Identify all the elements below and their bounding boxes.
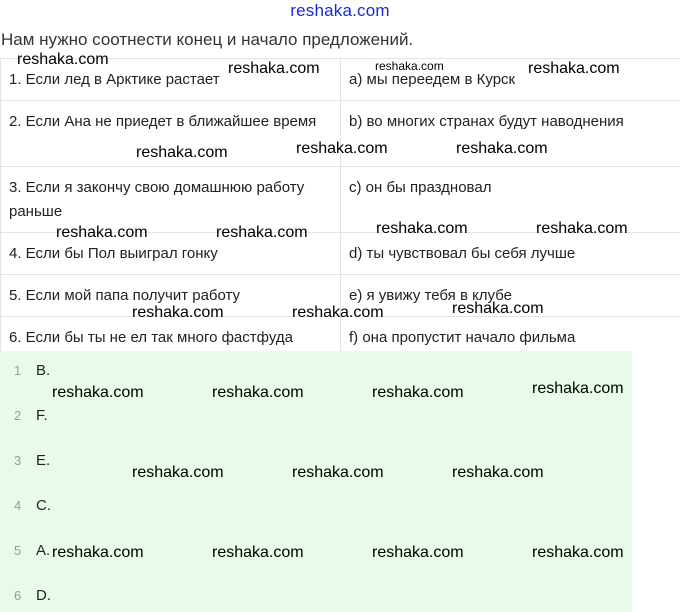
sentence-end-a: a) мы переедем в Курск xyxy=(341,59,680,101)
watermark: reshaka.com xyxy=(375,59,444,73)
sentence-start-4: 4. Если бы Пол выиграл гонку xyxy=(1,233,341,275)
answer-value: D. xyxy=(36,587,51,604)
answer-value: B. xyxy=(36,362,51,379)
sentence-end-e: e) я увижу тебя в клубе xyxy=(341,275,680,317)
watermark: reshaka.com xyxy=(296,140,388,157)
watermark: reshaka.com xyxy=(17,51,109,68)
watermark: reshaka.com xyxy=(452,464,544,481)
sentence-end-c: c) он бы праздновал xyxy=(341,167,680,233)
line-number: 5 xyxy=(14,543,22,558)
sentence-start-5: 5. Если мой папа получит работу xyxy=(1,275,341,317)
site-logo[interactable]: reshaka.com xyxy=(290,1,390,20)
watermark: reshaka.com xyxy=(212,384,304,401)
line-number: 4 xyxy=(14,498,22,513)
answer-value: E. xyxy=(36,452,51,469)
sentence-end-f: f) она пропустит начало фильма xyxy=(341,317,680,359)
watermark: reshaka.com xyxy=(528,60,620,77)
watermark: reshaka.com xyxy=(532,380,624,397)
watermark: reshaka.com xyxy=(456,140,548,157)
sentence-start-2: 2. Если Ана не приедет в ближайшее время xyxy=(1,101,341,167)
line-number: 6 xyxy=(14,588,22,603)
watermark: reshaka.com xyxy=(132,304,224,321)
task-title: Нам нужно соотнести конец и начало предложений. xyxy=(1,30,414,49)
watermark: reshaka.com xyxy=(372,544,464,561)
line-number: 2 xyxy=(14,408,22,423)
sentence-start-6: 6. Если бы ты не ел так много фастфуда xyxy=(1,317,341,359)
watermark: reshaka.com xyxy=(52,384,144,401)
watermark: reshaka.com xyxy=(136,144,228,161)
watermark: reshaka.com xyxy=(452,300,544,317)
watermark: reshaka.com xyxy=(376,220,468,237)
watermark: reshaka.com xyxy=(228,60,320,77)
watermark: reshaka.com xyxy=(56,224,148,241)
watermark: reshaka.com xyxy=(292,464,384,481)
answer-value: A. xyxy=(36,542,51,559)
sentence-start-1: 1. Если лед в Арктике растает xyxy=(1,59,341,101)
watermark: reshaka.com xyxy=(536,220,628,237)
watermark: reshaka.com xyxy=(132,464,224,481)
watermark: reshaka.com xyxy=(52,544,144,561)
watermark: reshaka.com xyxy=(372,384,464,401)
sentence-end-b: b) во многих странах будут наводнения xyxy=(341,101,680,167)
line-number: 3 xyxy=(14,453,22,468)
answer-value: F. xyxy=(36,407,48,424)
sentence-start-3: 3. Если я закончу свою домашнюю работу раньше xyxy=(1,167,341,233)
watermark: reshaka.com xyxy=(292,304,384,321)
line-number: 1 xyxy=(14,363,22,378)
answer-value: C. xyxy=(36,497,51,514)
watermark: reshaka.com xyxy=(216,224,308,241)
sentence-end-d: d) ты чувствовал бы себя лучше xyxy=(341,233,680,275)
watermark: reshaka.com xyxy=(212,544,304,561)
watermark: reshaka.com xyxy=(532,544,624,561)
